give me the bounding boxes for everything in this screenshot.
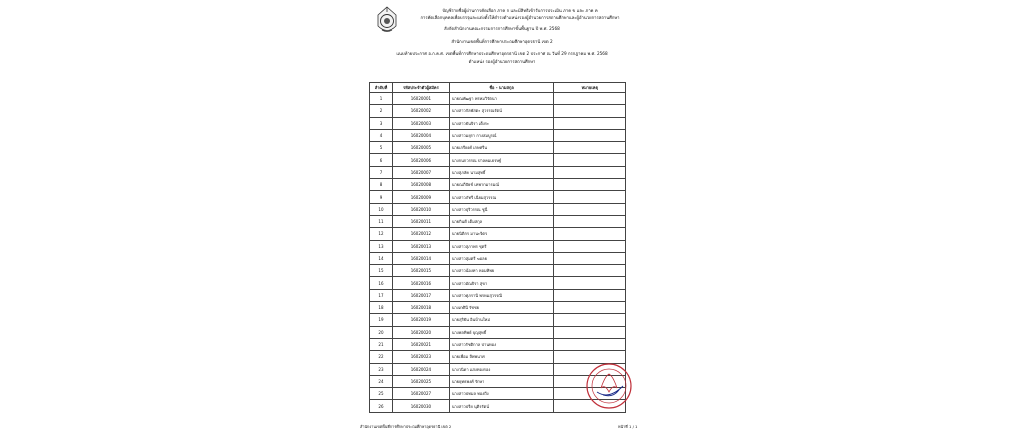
column-header-remark: หมายเหตุ: [554, 83, 626, 93]
table-row: [370, 277, 626, 289]
candidate-name: นางเกศินี รัชชย: [449, 302, 554, 314]
candidate-name: นางสาวมยุรา กางสมบูรณ์: [449, 129, 554, 141]
row-number: 2: [370, 105, 393, 117]
candidate-name: นางสาวรัชติกาล ปานทอง: [449, 338, 554, 350]
candidate-id: 16020007: [392, 166, 449, 178]
candidate-name: นางสาวปทมล ทองถึง: [449, 388, 554, 400]
column-header-no: ลำดับที่: [370, 83, 393, 93]
remark-cell: [554, 228, 626, 240]
candidate-id: 16020018: [392, 302, 449, 314]
candidate-name: นางสาวน้องทา หอมทิพย: [449, 265, 554, 277]
table-row: [370, 240, 626, 252]
row-number: 4: [370, 129, 393, 141]
row-number: 9: [370, 191, 393, 203]
remark-cell: [554, 289, 626, 301]
candidate-id: 16020030: [392, 400, 449, 412]
candidate-id: 16020009: [392, 191, 449, 203]
remark-cell: [554, 252, 626, 264]
candidate-id: 16020012: [392, 228, 449, 240]
remark-cell: [554, 166, 626, 178]
candidate-name: นางสาวปรีย นุติรรัตน์: [449, 400, 554, 412]
candidate-id: 16020020: [392, 326, 449, 338]
candidate-name: นายยุทธพงศ์ รักษา: [449, 375, 554, 387]
remark-cell: [554, 117, 626, 129]
table-row: [370, 215, 626, 227]
row-number: 14: [370, 252, 393, 264]
remark-cell: [554, 105, 626, 117]
remark-cell: [554, 277, 626, 289]
candidate-id: 16020005: [392, 142, 449, 154]
candidate-id: 16020003: [392, 117, 449, 129]
row-number: 3: [370, 117, 393, 129]
remark-cell: [554, 203, 626, 215]
candidate-id: 16020025: [392, 375, 449, 387]
candidate-id: 16020021: [392, 338, 449, 350]
candidate-id: 16020016: [392, 277, 449, 289]
candidate-name: นายณภีปัยช์ เทพากมารมณ์: [449, 179, 554, 191]
row-number: 1: [370, 93, 393, 105]
table-row: [370, 228, 626, 240]
header-position-line: ตำแหน่ง รองผู้อำนวยการสถานศึกษา: [468, 60, 536, 65]
remark-cell: [554, 154, 626, 166]
page-number: หน้าที่ 1 / 1: [618, 424, 638, 429]
remark-cell: [554, 179, 626, 191]
header-title-line-1: บัญชีรายชื่อผู้ผ่านการคัดเลือก ภาค ก และมีสิทธิเข้ารับการประเมิน ภาค ข และ ภาค ค: [442, 9, 598, 14]
candidate-id: 16020014: [392, 252, 449, 264]
table-row: [370, 265, 626, 277]
candidate-name: นางสาวศุภรานี พรหมสุวรรณี: [449, 289, 554, 301]
table-row: [370, 105, 626, 117]
table-row: [370, 129, 626, 141]
candidate-id: 16020011: [392, 215, 449, 227]
candidate-name: นางสาวอัณจิรา สุขา: [449, 277, 554, 289]
table-row: [370, 142, 626, 154]
candidate-id: 16020019: [392, 314, 449, 326]
header-agency-line: สำนักงานเขตพื้นที่การศึกษาประถมศึกษาอุดรธานี เขต 2: [451, 40, 553, 45]
candidate-id: 16020002: [392, 105, 449, 117]
row-number: 12: [370, 228, 393, 240]
candidate-name: นายเพื่อม ลีพพนาศ: [449, 351, 554, 363]
remark-cell: [554, 142, 626, 154]
table-row: [370, 93, 626, 105]
candidate-name: นางสาวกัลพัสตะ สุวรรณรัตน์: [449, 105, 554, 117]
official-seal-stamp: [585, 362, 633, 410]
candidate-id: 16020010: [392, 203, 449, 215]
row-number: 15: [370, 265, 393, 277]
remark-cell: [554, 265, 626, 277]
row-number: 22: [370, 351, 393, 363]
candidate-name: นางสาวสุภาพร ชุตรี: [449, 240, 554, 252]
table-row: [370, 191, 626, 203]
row-number: 11: [370, 215, 393, 227]
row-number: 7: [370, 166, 393, 178]
row-number: 20: [370, 326, 393, 338]
candidate-id: 16020015: [392, 265, 449, 277]
row-number: 16: [370, 277, 393, 289]
header-title-line-3: สังกัดสำนักงานคณะกรรมการการศึกษาขั้นพื้นฐาน ปี พ.ศ. 2568: [444, 27, 560, 32]
candidate-name: นายเกรียงศ์ เกษศรีน: [449, 142, 554, 154]
remark-cell: [554, 314, 626, 326]
candidate-id: 16020006: [392, 154, 449, 166]
candidate-name: นางสาวธันจิรา เต็งระ: [449, 117, 554, 129]
table-row: [370, 166, 626, 178]
row-number: 17: [370, 289, 393, 301]
candidate-id: 16020008: [392, 179, 449, 191]
row-number: 24: [370, 375, 393, 387]
row-number: 10: [370, 203, 393, 215]
table-row: [370, 179, 626, 191]
row-number: 5: [370, 142, 393, 154]
table-row: [370, 289, 626, 301]
header-title-line-2: การคัดเลือกบุคคลเพื่อบรรจุและแต่งตั้งให้ดำรงตำแหน่งรองผู้อำนวยการสถานศึกษาและผู้อำนวยการสถานศึกษา: [420, 16, 620, 21]
candidate-name: นางสาวภัทรี เนียมสุวรรณ: [449, 191, 554, 203]
footer-agency: สำนักงานเขตพื้นที่การศึกษาประถมศึกษาอุดรธานี เขต 2: [360, 424, 452, 429]
row-number: 8: [370, 179, 393, 191]
remark-cell: [554, 240, 626, 252]
table-row: [370, 326, 626, 338]
row-number: 25: [370, 388, 393, 400]
remark-cell: [554, 129, 626, 141]
table-row: [370, 252, 626, 264]
candidate-name: นางสาวสุมตรี ฆอลย: [449, 252, 554, 264]
candidate-name: นางสุภลัค นามสุทธิ์: [449, 166, 554, 178]
remark-cell: [554, 191, 626, 203]
table-row: [370, 117, 626, 129]
table-row: [370, 154, 626, 166]
row-number: 6: [370, 154, 393, 166]
candidate-id: 16020001: [392, 93, 449, 105]
table-row: [370, 338, 626, 350]
row-number: 26: [370, 400, 393, 412]
column-header-id: รหัสประจำตัวผู้สมัคร: [392, 83, 449, 93]
candidate-name: นางวนิดา แสงทองรอง: [449, 363, 554, 375]
remark-cell: [554, 338, 626, 350]
candidate-id: 16020004: [392, 129, 449, 141]
candidate-id: 16020024: [392, 363, 449, 375]
table-header-row: [370, 83, 626, 93]
candidate-id: 16020023: [392, 351, 449, 363]
remark-cell: [554, 302, 626, 314]
candidate-id: 16020017: [392, 289, 449, 301]
candidate-name: นายณพัฒฐา พรหมวิรัตนา: [449, 93, 554, 105]
table-row: [370, 302, 626, 314]
row-number: 19: [370, 314, 393, 326]
remark-cell: [554, 326, 626, 338]
remark-cell: [554, 93, 626, 105]
row-number: 23: [370, 363, 393, 375]
table-row: [370, 203, 626, 215]
candidate-name: นายนิติกร มานะจิตร: [449, 228, 554, 240]
candidate-id: 16020027: [392, 388, 449, 400]
row-number: 18: [370, 302, 393, 314]
column-header-name: ชื่อ - นามสกุล: [449, 83, 554, 93]
candidate-name: นางสาวปุริวรรณ ชูนี่: [449, 203, 554, 215]
header-announcement-line: แนบท้ายประกาศ อ.ก.ค.ศ. เขตพื้นที่การศึกษาประถมศึกษาอุดรธานี เขต 2 ประกาศ ณ วันที่ 29 กรกฎาคม พ.ศ. 2568: [396, 52, 608, 57]
row-number: 21: [370, 338, 393, 350]
candidate-name: นางกนกวรรณ ปาลคมเธรษฐ์: [449, 154, 554, 166]
candidate-name: นายกินดี เต็มสกุล: [449, 215, 554, 227]
candidate-name: นายสุริยัน อินบ้านใหม่: [449, 314, 554, 326]
table-row: [370, 314, 626, 326]
document-page: [360, 0, 660, 433]
candidate-name: นางพลทิพย์ บุญสุทธิ์: [449, 326, 554, 338]
candidate-id: 16020013: [392, 240, 449, 252]
remark-cell: [554, 215, 626, 227]
row-number: 13: [370, 240, 393, 252]
